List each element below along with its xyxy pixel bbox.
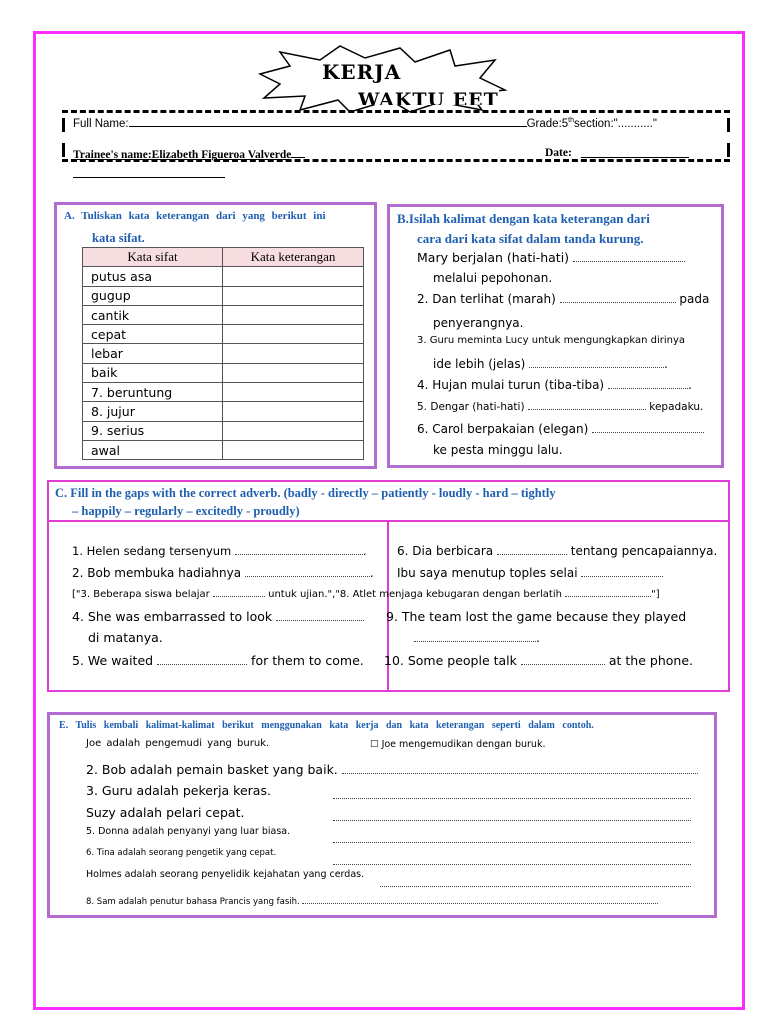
- b-item-text: 6. Carol berpakaian (elegan): [417, 422, 589, 436]
- table-row: [83, 363, 364, 382]
- c-item-text: for them to come.: [251, 653, 364, 668]
- c-item-5: [72, 653, 364, 668]
- e-item-8: [86, 894, 658, 907]
- header-line-name: [73, 116, 657, 130]
- b-item-3b: ide lebih (jelas) .: [433, 357, 668, 371]
- table-row: [83, 305, 364, 324]
- header-extra-line: [73, 177, 225, 178]
- table-row: [83, 267, 364, 286]
- title-line-1: KERJA: [322, 60, 402, 84]
- b-blank[interactable]: [560, 293, 676, 303]
- b-item-1b: melalui pepohonan.: [433, 271, 553, 285]
- dash-mark: [727, 143, 730, 157]
- c-item-4: [72, 609, 364, 624]
- adjective-cell: 8. jujur: [83, 402, 223, 421]
- b-item-text: kepadaku.: [649, 401, 704, 413]
- e-blank[interactable]: [302, 894, 658, 904]
- answer-cell[interactable]: [223, 267, 364, 286]
- e-item-4: [86, 805, 244, 820]
- c-item-text: tentang pencapaiannya.: [570, 544, 718, 558]
- answer-cell[interactable]: [223, 363, 364, 382]
- e-blank[interactable]: [333, 811, 691, 821]
- b-blank[interactable]: [592, 423, 704, 433]
- e-item-text: 6. Tina adalah seorang pengetik yang cepat.: [86, 848, 277, 858]
- c-blank[interactable]: [276, 611, 364, 621]
- col-header-kata-sifat: Kata sifat: [83, 248, 223, 267]
- section-e-instruction: E. Tulis kembali kalimat-kalimat berikut menggunakan kata kerja dan kata keterangan seperti dalam contoh.: [59, 720, 594, 731]
- b-item-1: [417, 250, 685, 265]
- e-example-answer: [370, 739, 545, 750]
- c-item-9: 9. The team lost the game because they played: [386, 609, 687, 624]
- table-row: [83, 383, 364, 402]
- e-blank-row: [380, 872, 691, 891]
- e-blank-row: [333, 850, 691, 869]
- date-label: Date:: [545, 147, 572, 159]
- c-item-10: [384, 653, 693, 668]
- c-item-6: [397, 544, 717, 558]
- c-item-text: ["3. Beberapa siswa belajar: [72, 589, 210, 600]
- b-item-text: Mary berjalan (hati-hati): [417, 250, 570, 265]
- b-item-2: [417, 292, 709, 306]
- e-item-3: [86, 783, 271, 798]
- e-item-text: 2. Bob adalah pemain basket yang baik.: [86, 762, 338, 777]
- date-field[interactable]: [581, 147, 689, 158]
- c-blank[interactable]: [213, 587, 265, 597]
- c-item-text: "]: [651, 589, 660, 600]
- answer-cell[interactable]: [223, 305, 364, 324]
- answer-cell[interactable]: [223, 440, 364, 459]
- c-item-2: 2. Bob membuka hadiahnya .: [72, 566, 374, 580]
- e-blank[interactable]: [342, 764, 698, 774]
- e-blank[interactable]: [380, 877, 691, 887]
- c-item-7: [397, 566, 663, 580]
- e-example-question: Joe adalah pengemudi yang buruk.: [86, 738, 270, 749]
- adjective-cell: 7. beruntung: [83, 383, 223, 402]
- e-item-text: Holmes adalah seorang penyelidik kejahatan yang cerdas.: [86, 869, 365, 880]
- e-item-7: [86, 869, 364, 880]
- c-item-9b: .: [414, 630, 540, 645]
- table-row: [83, 286, 364, 305]
- section-b-instruction-2: cara dari kata sifat dalam tanda kurung.: [417, 231, 644, 246]
- c-blank[interactable]: [245, 567, 370, 577]
- c-blank[interactable]: [157, 655, 247, 665]
- b-item-6: [417, 422, 704, 436]
- trainee-blank: [291, 147, 305, 158]
- e-blank[interactable]: [333, 855, 691, 865]
- table-row: [83, 344, 364, 363]
- c-item-text: Ibu saya menutup toples selai: [397, 566, 578, 580]
- e-blank-row: [333, 806, 691, 825]
- b-item-text: 4. Hujan mulai turun (tiba-tiba): [417, 378, 605, 392]
- section-label: section:"...........": [574, 118, 657, 130]
- adjective-cell: putus asa: [83, 267, 223, 286]
- e-item-text: 8. Sam adalah penutur bahasa Prancis yang fasih.: [86, 897, 300, 907]
- c-item-1: 1. Helen sedang tersenyum .: [72, 544, 367, 558]
- e-item-text: 3. Guru adalah pekerja keras.: [86, 783, 271, 798]
- answer-cell[interactable]: [223, 344, 364, 363]
- section-c-instruction: C. Fill in the gaps with the correct adverb. (badly - directly – patiently - loudly - hard – tightly: [55, 486, 556, 500]
- b-blank[interactable]: [528, 400, 646, 410]
- c-blank[interactable]: [565, 587, 651, 597]
- section-a-instruction-2: kata sifat.: [92, 231, 145, 245]
- e-item-5: [86, 826, 290, 837]
- answer-cell[interactable]: [223, 402, 364, 421]
- e-item-6: [86, 848, 276, 858]
- b-item-text: ide lebih (jelas): [433, 357, 526, 371]
- full-name-field[interactable]: [129, 116, 527, 127]
- c-item-text: at the phone.: [608, 653, 693, 668]
- header-line-trainee: [73, 147, 572, 161]
- b-item-6b: ke pesta minggu lalu.: [433, 443, 563, 457]
- b-blank[interactable]: [573, 252, 685, 262]
- c-item-text: 10. Some people talk: [384, 653, 517, 668]
- dash-mark: [62, 118, 65, 132]
- e-blank[interactable]: [333, 833, 691, 843]
- e-item-text: Suzy adalah pelari cepat.: [86, 805, 245, 820]
- grade-sup: th: [568, 117, 575, 125]
- c-blank[interactable]: [521, 655, 605, 665]
- adjective-cell: lebar: [83, 344, 223, 363]
- c-item-4b: di matanya.: [88, 630, 163, 645]
- title-line-2: WAKTU EET: [358, 89, 499, 105]
- b-item-text: 5. Dengar (hati-hati): [417, 401, 525, 413]
- e-item-2: [86, 762, 698, 777]
- adjective-cell: cantik: [83, 305, 223, 324]
- full-name-label: Full Name:: [73, 118, 129, 130]
- c-item-text: 5. We waited: [72, 653, 154, 668]
- c-item-text: 4. She was embarrassed to look: [72, 609, 273, 624]
- c-blank[interactable]: [497, 545, 567, 555]
- c-item-3-8-combined: [72, 587, 660, 600]
- b-blank[interactable]: [529, 358, 664, 368]
- trainee-label: Trainee's name:Elizabeth Figueroa Valverde: [73, 149, 292, 161]
- e-blank-row: [333, 784, 691, 803]
- dash-mark: [727, 118, 730, 132]
- c-item-text: untuk ujian.","8. Atlet menjaga kebugaran dengan berlatih: [268, 589, 562, 600]
- answer-cell[interactable]: [223, 421, 364, 440]
- b-item-text: pada: [679, 292, 710, 306]
- e-example-answer-text: Joe mengemudikan dengan buruk.: [381, 739, 546, 750]
- adjective-cell: baik: [83, 363, 223, 382]
- c-blank[interactable]: [581, 567, 663, 577]
- c-blank[interactable]: [235, 545, 363, 555]
- section-b-instruction: B.Isilah kalimat dengan kata keterangan dari: [397, 211, 650, 226]
- b-item-text: 2. Dan terlihat (marah): [417, 292, 556, 306]
- c-item-text: 1. Helen sedang tersenyum: [72, 544, 232, 558]
- adjective-cell: 9. serius: [83, 421, 223, 440]
- b-blank[interactable]: [608, 379, 688, 389]
- b-item-3: 3. Guru meminta Lucy untuk mengungkapkan dirinya: [417, 335, 685, 346]
- b-item-2b: penyerangnya.: [433, 316, 524, 330]
- b-item-4: 4. Hujan mulai turun (tiba-tiba) .: [417, 378, 692, 392]
- answer-cell[interactable]: [223, 286, 364, 305]
- dash-mark: [62, 143, 65, 157]
- table-row: [83, 440, 364, 459]
- answer-cell[interactable]: [223, 325, 364, 344]
- adjective-cell: awal: [83, 440, 223, 459]
- checkbox-icon: ☐: [370, 739, 379, 750]
- e-item-text: 5. Donna adalah penyanyi yang luar biasa.: [86, 826, 291, 837]
- col-header-kata-keterangan: Kata keterangan: [223, 248, 364, 267]
- b-item-5: [417, 400, 703, 413]
- c-blank[interactable]: [414, 632, 536, 642]
- c-item-text: 6. Dia berbicara: [397, 544, 494, 558]
- section-a-instruction: A. Tuliskan kata keterangan dari yang berikut ini: [64, 210, 326, 222]
- table-row: [83, 325, 364, 344]
- adjective-cell: gugup: [83, 286, 223, 305]
- table-row: [83, 421, 364, 440]
- adjective-cell: cepat: [83, 325, 223, 344]
- section-c-instruction-2: – happily – regularly – excitedly - proudly): [72, 504, 300, 518]
- answer-cell[interactable]: [223, 383, 364, 402]
- grade-label: Grade:5: [526, 118, 569, 130]
- e-blank-row: [333, 828, 691, 847]
- table-row: [83, 402, 364, 421]
- adjective-table: [82, 247, 364, 460]
- c-item-text: 2. Bob membuka hadiahnya: [72, 566, 242, 580]
- e-blank[interactable]: [333, 789, 691, 799]
